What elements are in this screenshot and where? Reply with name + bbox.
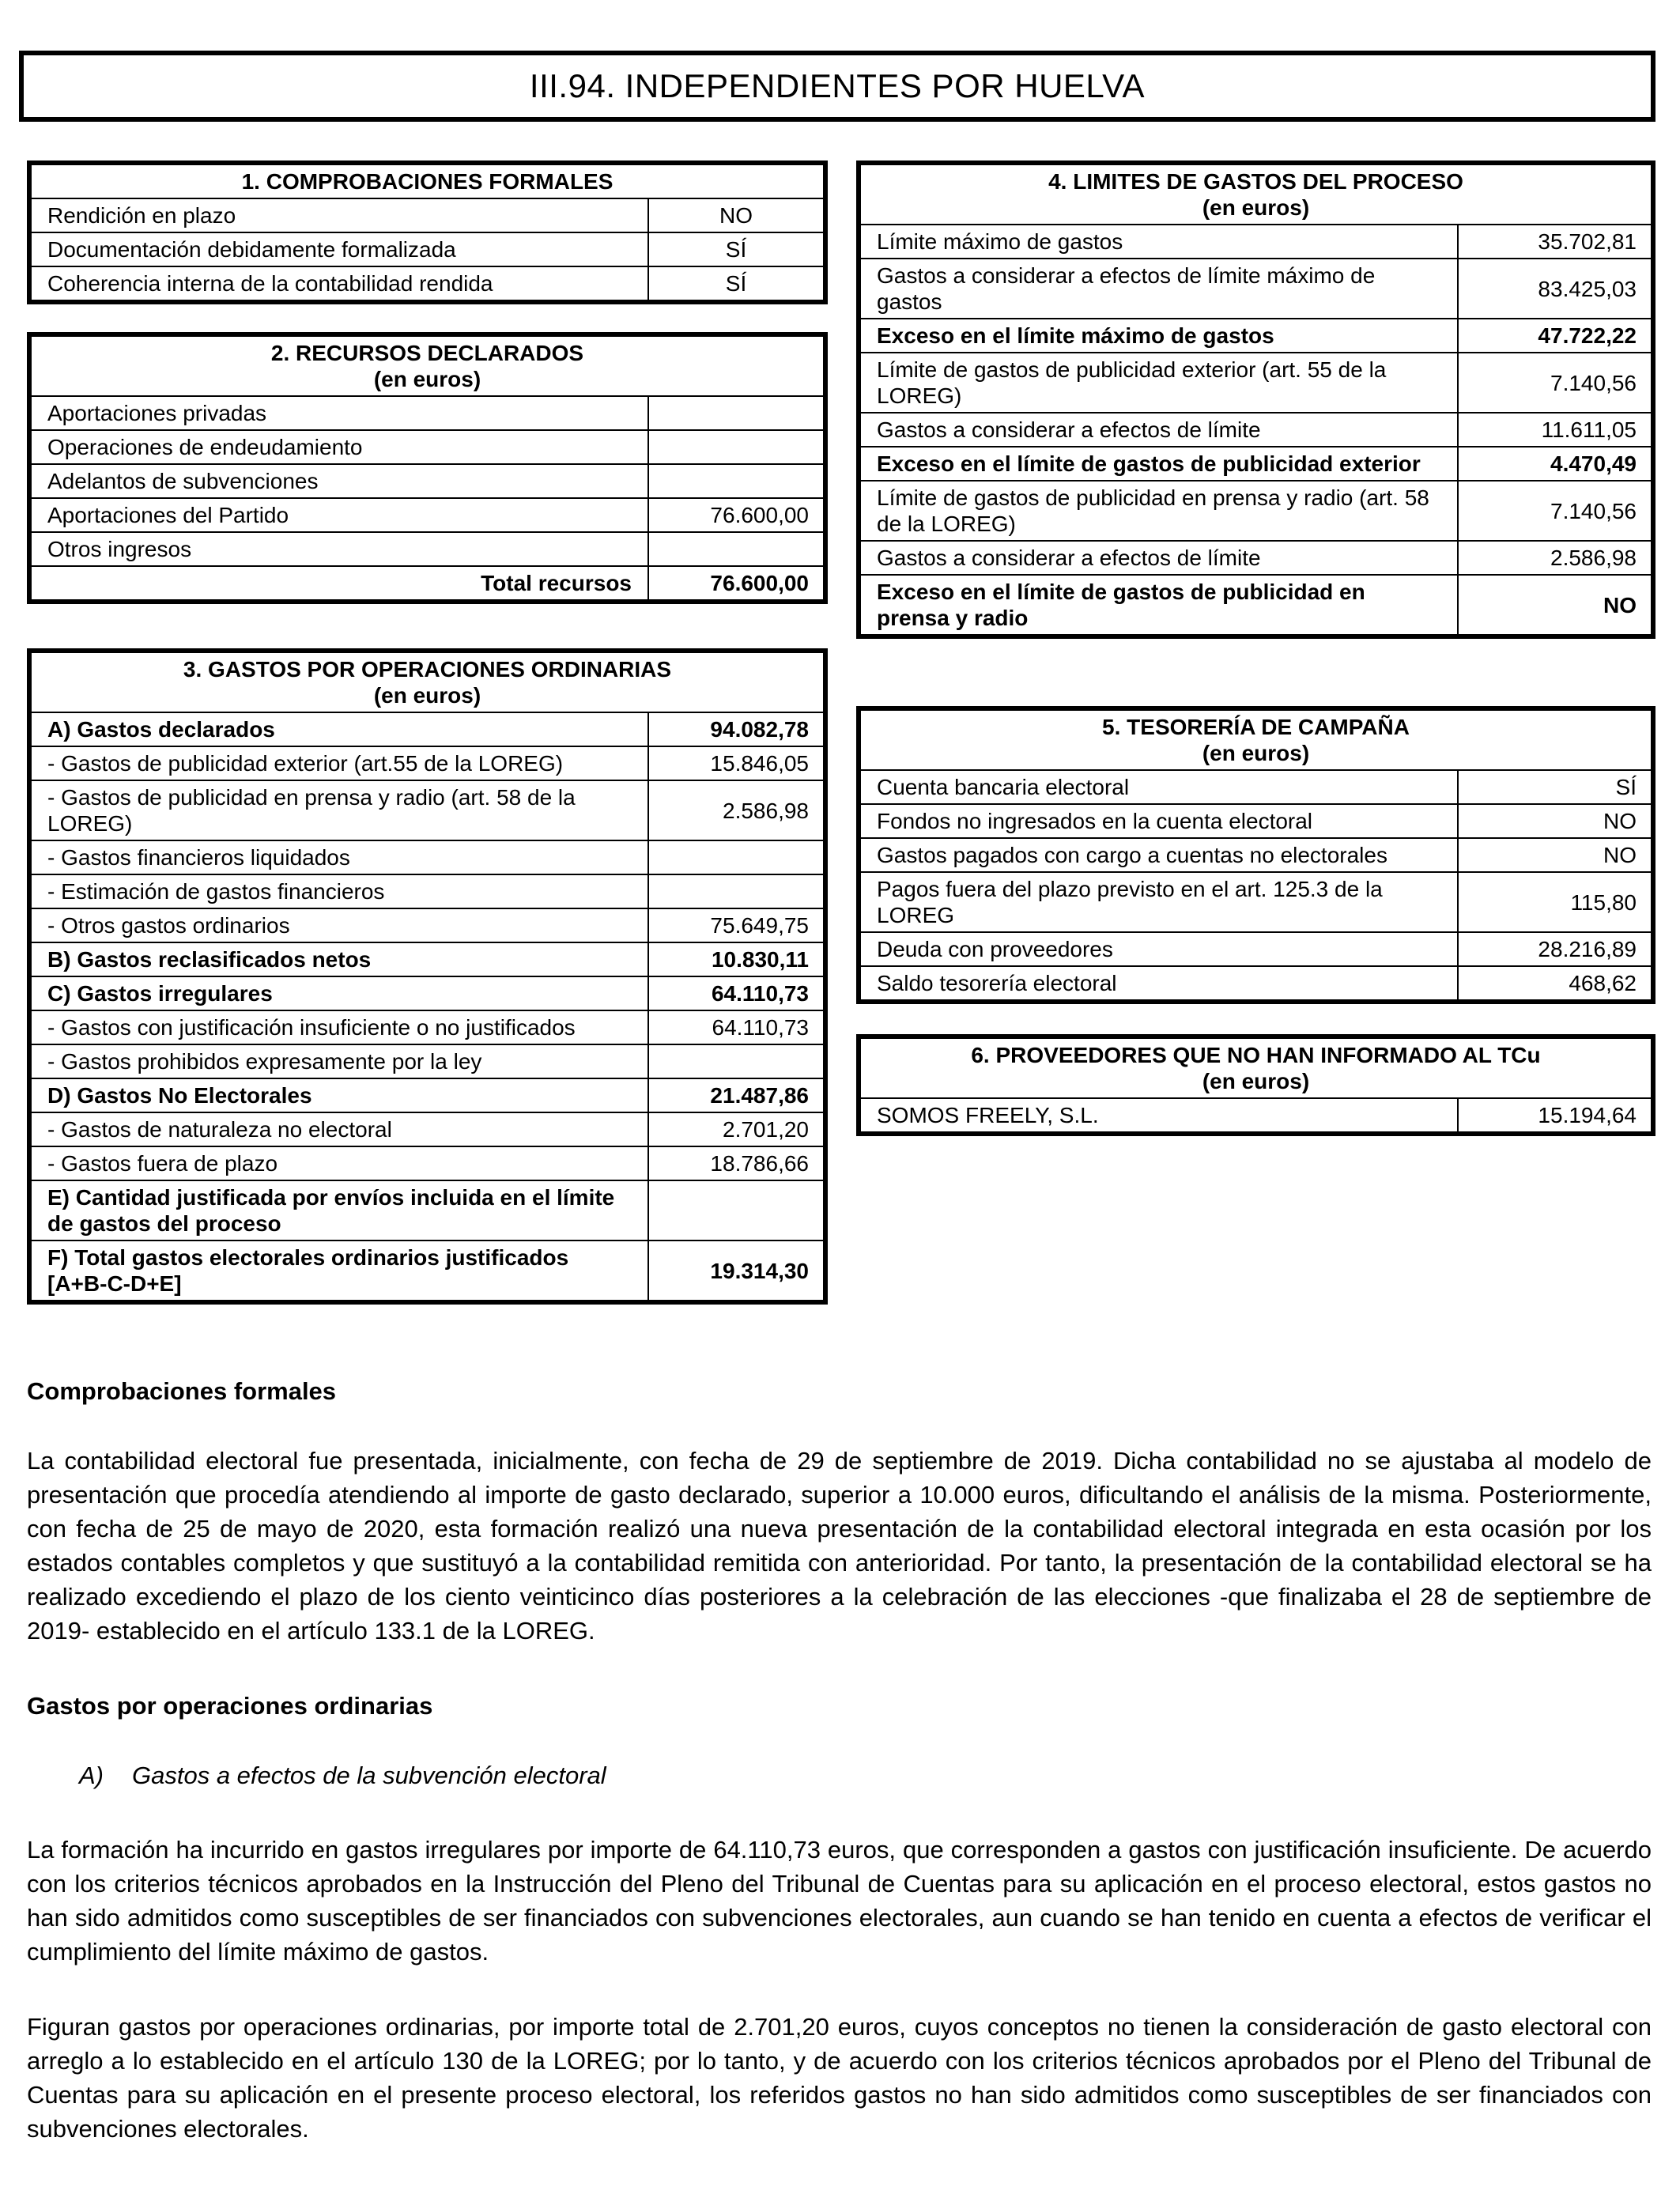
- row-label: - Gastos fuera de plazo: [32, 1146, 648, 1180]
- row-label: - Gastos con justificación insuficiente o no justificados: [32, 1010, 648, 1044]
- suppliers-table: [856, 1034, 1655, 1136]
- row-value: 468,62: [1458, 966, 1651, 999]
- table-row: [861, 319, 1651, 353]
- row-label: - Gastos financieros liquidados: [32, 840, 648, 874]
- section-subtitle: (en euros): [1202, 741, 1310, 765]
- table-row: [861, 1098, 1651, 1131]
- paragraph: La contabilidad electoral fue presentada, inicialmente, con fecha de 29 de septiembre de 2019. Dicha contabilidad no se ajustaba al modelo de presentación que procedía atendiendo al importe de gasto declarado, superior a 10.000 euros, dificultando el análisis de la misma. Posteriormente, con fecha de 25 de mayo de 2020, esta formación realizó una nueva presentación de la contabilidad electoral integrada en esta ocasión por los estados contables completos y que sustituyó a la contabilidad remitida con anterioridad. Por tanto, la presentación de la contabilidad electoral se ha realizado excediendo el plazo de los ciento veinticinco días posteriores a la celebración de las elecciones -que finalizaba el 28 de septiembre de 2019- establecido en el artículo 133.1 de la LOREG.: [27, 1447, 1652, 1645]
- row-label: Adelantos de subvenciones: [32, 464, 648, 498]
- row-value: 35.702,81: [1458, 225, 1651, 259]
- row-label: E) Cantidad justificada por envíos incluida en el límite de gastos del proceso: [32, 1180, 648, 1240]
- table-row: [861, 447, 1651, 481]
- row-value: 4.470,49: [1458, 447, 1651, 481]
- row-value: NO: [1458, 838, 1651, 872]
- row-value: [648, 1180, 823, 1240]
- row-value: 15.846,05: [648, 746, 823, 780]
- table-row: [861, 770, 1651, 804]
- row-value: [648, 532, 823, 566]
- table-row: [32, 1078, 823, 1112]
- row-label: Gastos pagados con cargo a cuentas no electorales: [861, 838, 1458, 872]
- row-label: Otros ingresos: [32, 532, 648, 566]
- section-subtitle: (en euros): [1202, 1069, 1310, 1093]
- total-value: 76.600,00: [648, 566, 823, 599]
- row-value: 11.611,05: [1458, 413, 1651, 447]
- row-value: SÍ: [648, 232, 823, 266]
- ordinary-expenses-table: [27, 648, 828, 1305]
- row-label: Deuda con proveedores: [861, 932, 1458, 966]
- table-row: [32, 266, 823, 300]
- row-label: Documentación debidamente formalizada: [32, 232, 648, 266]
- subheading-text: Gastos a efectos de la subvención electoral: [132, 1762, 606, 1789]
- row-label: - Otros gastos ordinarios: [32, 908, 648, 942]
- row-label: Cuenta bancaria electoral: [861, 770, 1458, 804]
- row-value: 2.701,20: [648, 1112, 823, 1146]
- declared-resources-table: [27, 332, 828, 604]
- row-label: C) Gastos irregulares: [32, 976, 648, 1010]
- row-label: Gastos a considerar a efectos de límite máximo de gastos: [861, 259, 1458, 319]
- row-label: Límite de gastos de publicidad exterior (art. 55 de la LOREG): [861, 353, 1458, 413]
- paragraph: Figuran gastos por operaciones ordinarias, por importe total de 2.701,20 euros, cuyos conceptos no tienen la consideración de gasto electoral con arreglo a lo establecido en el artículo 130 de la LOREG; por lo tanto, y de acuerdo con los criterios técnicos aprobados por el Pleno del Tribunal de Cuentas para su aplicación en el presente proceso electoral, los referidos gastos no han sido admitidos como susceptibles de ser financiados con subvenciones electorales.: [27, 2013, 1652, 2143]
- row-label: SOMOS FREELY, S.L.: [861, 1098, 1458, 1131]
- row-value: 2.586,98: [1458, 541, 1651, 575]
- table-row: [32, 712, 823, 746]
- page-title: III.94. INDEPENDIENTES POR HUELVA: [19, 51, 1655, 122]
- row-value: 18.786,66: [648, 1146, 823, 1180]
- row-label: - Estimación de gastos financieros: [32, 874, 648, 908]
- row-value: 47.722,22: [1458, 319, 1651, 353]
- row-value: [648, 464, 823, 498]
- row-value: [648, 874, 823, 908]
- table-row: [32, 532, 823, 566]
- expense-limits-table: [856, 160, 1655, 639]
- row-value: [648, 430, 823, 464]
- row-value: 94.082,78: [648, 712, 823, 746]
- row-value: [648, 1044, 823, 1078]
- table-row: [32, 746, 823, 780]
- row-label: Saldo tesorería electoral: [861, 966, 1458, 999]
- table-row: [861, 872, 1651, 932]
- row-label: B) Gastos reclasificados netos: [32, 942, 648, 976]
- table-row: [861, 966, 1651, 999]
- section-title: 1. COMPROBACIONES FORMALES: [32, 165, 823, 198]
- section-title: 6. PROVEEDORES QUE NO HAN INFORMADO AL TCu: [971, 1043, 1541, 1067]
- section-subtitle: (en euros): [1202, 195, 1310, 220]
- row-value: SÍ: [1458, 770, 1651, 804]
- row-label: - Gastos de publicidad en prensa y radio (art. 58 de la LOREG): [32, 780, 648, 840]
- row-label: Gastos a considerar a efectos de límite: [861, 413, 1458, 447]
- table-row: [32, 942, 823, 976]
- row-value: 21.487,86: [648, 1078, 823, 1112]
- section-title: 3. GASTOS POR OPERACIONES ORDINARIAS: [183, 657, 672, 682]
- table-row: [861, 932, 1651, 966]
- row-label: Aportaciones privadas: [32, 396, 648, 430]
- row-value: NO: [1458, 804, 1651, 838]
- campaign-treasury-table: [856, 706, 1655, 1004]
- table-row: [32, 1180, 823, 1240]
- table-row: [32, 1146, 823, 1180]
- row-value: 7.140,56: [1458, 353, 1651, 413]
- table-row: [861, 541, 1651, 575]
- row-value: 115,80: [1458, 872, 1651, 932]
- section-title: 2. RECURSOS DECLARADOS: [270, 341, 584, 365]
- table-row: [861, 575, 1651, 634]
- row-value: 64.110,73: [648, 1010, 823, 1044]
- table-row: [32, 396, 823, 430]
- row-value: NO: [1458, 575, 1651, 634]
- row-value: 83.425,03: [1458, 259, 1651, 319]
- section-subtitle: (en euros): [373, 683, 481, 708]
- table-row: [32, 908, 823, 942]
- row-label: Gastos a considerar a efectos de límite: [861, 541, 1458, 575]
- row-label: Límite de gastos de publicidad en prensa y radio (art. 58 de la LOREG): [861, 481, 1458, 541]
- row-label: Fondos no ingresados en la cuenta electoral: [861, 804, 1458, 838]
- formal-checks-table: [27, 160, 828, 304]
- table-row: [32, 498, 823, 532]
- subheading: [79, 1758, 1581, 1792]
- row-label: Límite máximo de gastos: [861, 225, 1458, 259]
- table-row: [32, 840, 823, 874]
- table-row: [32, 1010, 823, 1044]
- table-row: [32, 1044, 823, 1078]
- row-label: Pagos fuera del plazo previsto en el art. 125.3 de la LOREG: [861, 872, 1458, 932]
- table-row: [861, 481, 1651, 541]
- heading-formal-checks: Comprobaciones formales: [27, 1377, 337, 1405]
- row-label: Aportaciones del Partido: [32, 498, 648, 532]
- row-value: 28.216,89: [1458, 932, 1651, 966]
- total-row: [32, 566, 823, 599]
- row-value: 76.600,00: [648, 498, 823, 532]
- row-label: Operaciones de endeudamiento: [32, 430, 648, 464]
- table-row: [861, 413, 1651, 447]
- row-value: 75.649,75: [648, 908, 823, 942]
- row-value: [648, 840, 823, 874]
- row-label: - Gastos de publicidad exterior (art.55 de la LOREG): [32, 746, 648, 780]
- subheading-marker: A): [79, 1762, 104, 1789]
- table-row: [32, 780, 823, 840]
- table-row: [861, 353, 1651, 413]
- table-row: [861, 838, 1651, 872]
- table-row: [32, 976, 823, 1010]
- table-row: [32, 232, 823, 266]
- row-label: Exceso en el límite de gastos de publicidad exterior: [861, 447, 1458, 481]
- table-row: [32, 874, 823, 908]
- section-title: 5. TESORERÍA DE CAMPAÑA: [1102, 715, 1410, 739]
- row-label: Rendición en plazo: [32, 198, 648, 232]
- row-value: 7.140,56: [1458, 481, 1651, 541]
- table-row: [861, 804, 1651, 838]
- heading-ordinary-expenses: Gastos por operaciones ordinarias: [27, 1692, 433, 1720]
- row-label: Coherencia interna de la contabilidad rendida: [32, 266, 648, 300]
- row-value: 15.194,64: [1458, 1098, 1651, 1131]
- row-label: F) Total gastos electorales ordinarios justificados [A+B-C-D+E]: [32, 1240, 648, 1300]
- row-value: NO: [648, 198, 823, 232]
- table-row: [32, 198, 823, 232]
- row-value: 2.586,98: [648, 780, 823, 840]
- row-value: 19.314,30: [648, 1240, 823, 1300]
- table-row: [861, 225, 1651, 259]
- row-value: [648, 396, 823, 430]
- total-label: Total recursos: [32, 566, 648, 599]
- row-value: 64.110,73: [648, 976, 823, 1010]
- row-label: - Gastos prohibidos expresamente por la ley: [32, 1044, 648, 1078]
- table-row: [32, 1240, 823, 1300]
- row-label: D) Gastos No Electorales: [32, 1078, 648, 1112]
- row-label: Exceso en el límite máximo de gastos: [861, 319, 1458, 353]
- section-title: 4. LIMITES DE GASTOS DEL PROCESO: [1048, 169, 1463, 194]
- row-value: 10.830,11: [648, 942, 823, 976]
- row-label: Exceso en el límite de gastos de publicidad en prensa y radio: [861, 575, 1458, 634]
- paragraph: La formación ha incurrido en gastos irregulares por importe de 64.110,73 euros, que corresponden a gastos con justificación insuficiente. De acuerdo con los criterios técnicos aprobados en la Instrucción del Pleno del Tribunal de Cuentas para su aplicación en el proceso electoral, estos gastos no han sido admitidos como susceptibles de ser financiados con subvenciones electorales, aun cuando se han tenido en cuenta a efectos de verificar el cumplimiento del límite máximo de gastos.: [27, 1836, 1652, 1966]
- row-label: - Gastos de naturaleza no electoral: [32, 1112, 648, 1146]
- row-value: SÍ: [648, 266, 823, 300]
- section-subtitle: (en euros): [373, 367, 481, 391]
- table-row: [32, 1112, 823, 1146]
- table-row: [32, 464, 823, 498]
- row-label: A) Gastos declarados: [32, 712, 648, 746]
- table-row: [861, 259, 1651, 319]
- table-row: [32, 430, 823, 464]
